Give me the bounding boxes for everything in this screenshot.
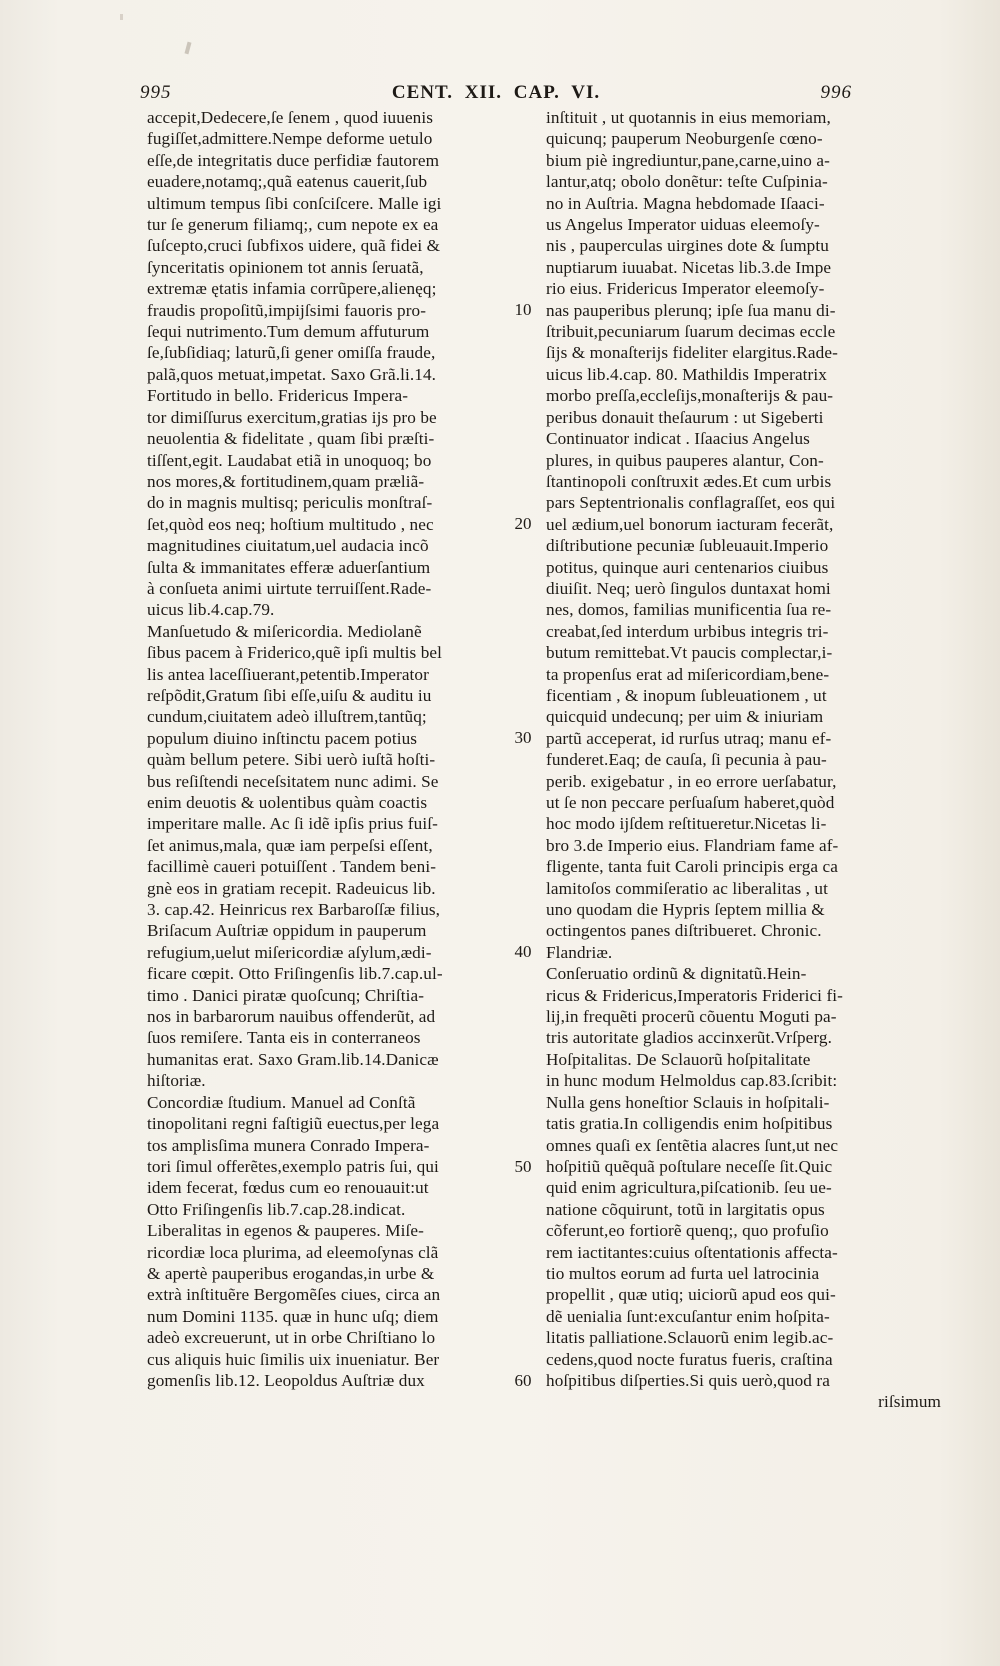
chapter-heading: CENT. XII. CAP. VI. xyxy=(391,82,601,103)
text-line: creabat,ſed interdum urbibus integris tri- xyxy=(546,621,829,641)
text-line: ſuſcepto,cruci ſubfixos uidere, quã fidei & xyxy=(147,236,441,256)
text-line: propellit , quæ utiq; uiciorũ apud eos qui- xyxy=(546,1285,836,1305)
text-line: quid enim agricultura,piſcationib. ſeu ue- xyxy=(546,1178,832,1198)
text-line: cundum,ciuitatem adeò illuſtrem,tantũq; xyxy=(147,707,427,727)
line-number: 30 xyxy=(514,728,532,748)
page-number-left: 995 xyxy=(140,82,172,103)
text-line: quicunq; pauperum Neoburgenſe cœno- xyxy=(546,129,823,149)
text-line: lantur,atq; obolo donẽtur: teſte Cuſpinia- xyxy=(546,172,828,192)
text-line: bium piè ingrediuntur,pane,carne,uino a- xyxy=(546,150,830,170)
text-line: Manſuetudo & miſericordia. Mediolanẽ xyxy=(147,621,422,641)
text-line: humanitas erat. Saxo Gram.lib.14.Danicæ xyxy=(147,1049,439,1069)
text-line: diſtributione pecuniæ ſubleuauit.Imperio xyxy=(546,536,829,556)
text-line: ficentiam , & inopum ſubleuationem , ut xyxy=(546,685,827,705)
text-line: extremæ ętatis infamia corrũpere,alienęq; xyxy=(147,279,437,299)
text-line: tur ſe generum filiamq;, cum nepote ex ea xyxy=(147,215,439,235)
text-line: euadere,notamq;,quã eatenus cauerit,ſub xyxy=(147,172,428,192)
text-line: Continuator indicat . Iſaacius Angelus xyxy=(546,429,810,449)
text-line: uno quodam die Hypris ſeptem millia & xyxy=(546,900,825,920)
text-line: Nulla gens honeſtior Sclauis in hoſpitali- xyxy=(546,1092,830,1112)
text-line: ſet,quòd eos neq; hoſtium multitudo , nec xyxy=(147,514,434,534)
text-line: facillimè caueri potuiſſent . Tandem beni- xyxy=(147,857,437,877)
text-line: populum diuino inſtinctu pacem potius xyxy=(147,728,418,748)
text-line: ricus & Fridericus,Imperatoris Friderici fi- xyxy=(546,985,843,1005)
text-line: natione cõquirunt, totũ in largitatis opus xyxy=(546,1199,825,1219)
text-line: uel ædium,uel bonorum iacturam fecerãt, xyxy=(546,514,834,534)
line-number: 10 xyxy=(514,299,532,319)
text-line: nos mores,& fortitudinem,quam præliã- xyxy=(147,471,425,491)
text-line: gomenſis lib.12. Leopoldus Auſtriæ dux xyxy=(147,1370,425,1390)
text-line: idem fecerat, fœdus cum eo renouauit:ut xyxy=(147,1178,429,1198)
text-line: quicquid undecunq; per uim & iniuriam xyxy=(546,707,824,727)
text-line: nes, domos, familias munificentia ſua re- xyxy=(546,600,832,620)
text-line: potitus, quinque auri centenarios ciuibus xyxy=(546,557,829,577)
text-line: do in magnis multisq; periculis monſtraſ- xyxy=(147,493,433,513)
text-line: Briſacum Auſtriæ oppidum in pauperum xyxy=(147,921,427,941)
text-line: num Domini 1135. quæ in hunc uſq; diem xyxy=(147,1306,439,1326)
text-line: nuptiarum iuuabat. Nicetas lib.3.de Impe xyxy=(546,257,832,277)
text-line: cedens,quod nocte furatus fueris, craſtina xyxy=(546,1349,833,1369)
text-line: ſe,ſubſidiaq; laturũ,ſi gener omiſſa fraude, xyxy=(147,343,436,363)
text-line: tinopolitani regni faſtigiũ euectus,per lega xyxy=(147,1114,440,1134)
text-line: quàm bellum petere. Sibi uerò iuſtã hoſti- xyxy=(147,750,436,770)
text-line: lij,in frequẽti procerũ cõuentu Moguti pa- xyxy=(546,1007,837,1027)
text-line: inſtituit , ut quotannis in eius memoriam, xyxy=(546,108,831,127)
text-line: butum remittebat.Vt paucis complectar,i- xyxy=(546,643,833,663)
text-line: neuolentia & fidelitate , quam ſibi præſti- xyxy=(147,429,435,449)
text-line: octingentos panes diſtribueret. Chronic. xyxy=(546,921,822,941)
text-line: peribus donauit theſaurum : ut Sigeberti xyxy=(546,407,824,427)
text-line: nas pauperibus plerunq; ipſe ſua manu di- xyxy=(546,300,836,320)
text-line: lis antea laceſſiuerant,petentib.Imperator xyxy=(147,664,429,684)
text-line: bus reſiſtendi neceſsitatem nunc adimi. Se xyxy=(147,771,439,791)
text-line: enim deuotis & uolentibus quàm coactis xyxy=(147,793,428,812)
text-line: fligente, tanta fuit Caroli principis erga ca xyxy=(546,857,838,877)
text-line: uicus lib.4.cap.79. xyxy=(147,600,275,620)
text-line: eſſe,de integritatis duce perfidiæ fautorem xyxy=(147,150,440,170)
text-line: nis , pauperculas uirgines dote & ſumptu xyxy=(546,236,829,256)
text-line: us Angelus Imperator uiduas eleemoſy- xyxy=(546,215,820,235)
line-number: 50 xyxy=(514,1156,532,1176)
text-line: adeò excreuerunt, ut in orbe Chriſtiano lo xyxy=(147,1328,436,1348)
text-line: extrà inſtituẽre Bergomẽſes ciues, circa an xyxy=(147,1285,441,1305)
text-line: Flandriæ. xyxy=(546,942,613,962)
line-number: 60 xyxy=(514,1370,532,1390)
text-line: fugiſſet,admittere.Nempe deforme uetulo xyxy=(147,129,433,149)
text-line: lamitoſos commiſeratio ac liberalitas , ut xyxy=(546,878,828,898)
text-line: magnitudines ciuitatum,uel audacia incõ xyxy=(147,536,429,556)
text-line: imperitare malle. Ac ſi idẽ ipſis prius fuiſ- xyxy=(147,814,438,834)
text-line: Concordiæ ſtudium. Manuel ad Conſtã xyxy=(147,1092,416,1112)
text-line: Otto Friſingenſis lib.7.cap.28.indicat. xyxy=(147,1199,406,1219)
text-line: & apertè pauperibus erogandas,in urbe & xyxy=(147,1263,435,1283)
text-line: in hunc modum Helmoldus cap.83.ſcribit: xyxy=(546,1071,838,1091)
text-line: omnes quaſi ex ſentẽtia alacres ſunt,ut nec xyxy=(546,1135,839,1155)
text-line: palã,quos metuat,impetat. Saxo Grã.li.14. xyxy=(147,364,437,384)
text-line: ficare cœpit. Otto Friſingenſis lib.7.cap.ul- xyxy=(147,964,443,984)
text-line: ſet animus,mala, quæ iam perpeſsi eſſent, xyxy=(147,835,433,855)
text-line: pars Septentrionalis conflagraſſet, eos qui xyxy=(546,493,836,513)
text-line: ricordiæ loca plurima, ad eleemoſynas clã xyxy=(147,1242,439,1262)
text-line: morbo preſſa,eccleſijs,monaſterijs & pau- xyxy=(546,386,834,406)
text-line: tori ſimul offerẽtes,exemplo patris ſui, qui xyxy=(147,1156,439,1176)
text-line: dẽ uenialia ſunt:excuſantur enim hoſpita- xyxy=(546,1306,830,1326)
text-line: à conſueta animi uirtute terruiſſent.Rade- xyxy=(147,578,432,598)
text-line: Hoſpitalitas. De Sclauorũ hoſpitalitate xyxy=(546,1049,811,1069)
text-line: tris autoritate gladios accinxerũt.Vrſperg. xyxy=(546,1028,832,1048)
text-line: accepit,Dedecere,ſe ſenem , quod iuuenis xyxy=(147,108,434,127)
text-line: ſibus pacem à Friderico,quẽ ipſi multis bel xyxy=(147,643,442,663)
text-line: ſulta & immanitates efferæ aduerſantium xyxy=(147,557,431,577)
text-line: uicus lib.4.cap. 80. Mathildis Imperatrix xyxy=(546,364,827,384)
text-line: gnè eos in gratiam recepit. Radeuicus lib. xyxy=(147,878,436,898)
text-line: ſequi nutrimento.Tum demum affuturum xyxy=(147,322,430,342)
text-line: ſijs & monaſterijs fideliter elargitus.Rade- xyxy=(546,343,838,363)
text-line: ſuos remiſere. Tanta eis in conterraneos xyxy=(147,1028,421,1048)
text-line: funderet.Eaq; de cauſa, ſi pecunia à pau- xyxy=(546,750,827,770)
text-line: Conſeruatio ordinũ & dignitatũ.Hein- xyxy=(546,964,807,984)
text-line: reſpõdit,Gratum ſibi eſſe,uiſu & auditu iu xyxy=(147,685,432,705)
text-line: timo . Danici piratæ quoſcunq; Chriſtia- xyxy=(147,985,425,1005)
text-line: diuiſit. Neq; uerò ſingulos duntaxat homi xyxy=(546,578,831,598)
text-line: no in Auſtria. Magna hebdomade Iſaaci- xyxy=(546,193,825,213)
text-line: ta propenſus erat ad miſericordiam,bene- xyxy=(546,664,830,684)
text-line: rem iactitantes:cuius oſtentationis affecta- xyxy=(546,1242,838,1262)
text-line: ut ſe non peccare perſuaſum haberet,quòd xyxy=(546,793,835,812)
running-head xyxy=(140,82,852,106)
text-line: hoc modo ijſdem reſtitueretur.Nicetas li- xyxy=(546,814,827,834)
text-line: ſynceritatis opinionem tot annis ſeruatã, xyxy=(147,257,424,277)
text-line: refugium,uelut miſericordiæ aſylum,ædi- xyxy=(147,942,432,962)
ink-mark xyxy=(185,42,192,55)
text-line: Liberalitas in egenos & pauperes. Miſe- xyxy=(147,1221,424,1241)
text-line: tos amplisſima munera Conrado Impera- xyxy=(147,1135,430,1155)
text-line: fraudis propoſitũ,impijſsimi fauoris pro- xyxy=(147,300,427,320)
left-text-column xyxy=(147,107,523,1391)
line-number: 40 xyxy=(514,942,532,962)
page-number-right: 996 xyxy=(820,82,852,103)
text-line: litatis palliatione.Sclauorũ enim legib.ac- xyxy=(546,1328,834,1348)
text-line: plures, in quibus pauperes alantur, Con- xyxy=(546,450,824,470)
line-number: 20 xyxy=(514,513,532,533)
text-line: ſtribuit,pecuniarum ſuarum decimas eccle xyxy=(546,322,836,342)
text-line: hiſtoriæ. xyxy=(147,1071,206,1091)
text-line: perib. exigebatur , in eo errore uerſabatur, xyxy=(546,771,837,791)
text-line: hoſpitibus diſperties.Si quis uerò,quod ra xyxy=(546,1370,830,1390)
text-line: rio eius. Fridericus Imperator eleemoſy- xyxy=(546,279,825,299)
text-line: tor dimiſſurus exercitum,gratias ijs pro be xyxy=(147,407,437,427)
text-line: tio multos eorum ad furta uel latrocinia xyxy=(546,1263,820,1283)
text-line: ſtantinopoli conſtruxit ædes.Et cum urbis xyxy=(546,471,832,491)
text-line: tatis gratia.In colligendis enim hoſpitibus xyxy=(546,1114,833,1134)
text-line: ultimum tempus ſibi conſciſcere. Malle igi xyxy=(147,193,442,213)
ink-mark xyxy=(120,14,123,20)
text-line: partũ acceperat, id rurſus utraq; manu ef- xyxy=(546,728,832,748)
text-line: tiſſent,egit. Laudabat etiã in unoquoq; bo xyxy=(147,450,432,470)
text-line: Fortitudo in bello. Fridericus Impera- xyxy=(147,386,409,406)
text-line: bro 3.de Imperio eius. Flandriam fame af- xyxy=(546,835,839,855)
text-line: cõferunt,eo fortiorẽ quenq;, quo profuſio xyxy=(546,1221,829,1241)
text-line: 3. cap.42. Heinricus rex Barbaroſſæ filius, xyxy=(147,900,441,920)
text-line: cus aliquis huic ſimilis uix inueniatur. Ber xyxy=(147,1349,440,1369)
catchword: riſsimum xyxy=(878,1392,941,1412)
text-line: hoſpitiũ quẽquã poſtulare neceſſe ſit.Quic xyxy=(546,1156,833,1176)
text-line: nos in barbarorum nauibus offenderũt, ad xyxy=(147,1007,436,1027)
right-text-column xyxy=(546,107,941,1413)
